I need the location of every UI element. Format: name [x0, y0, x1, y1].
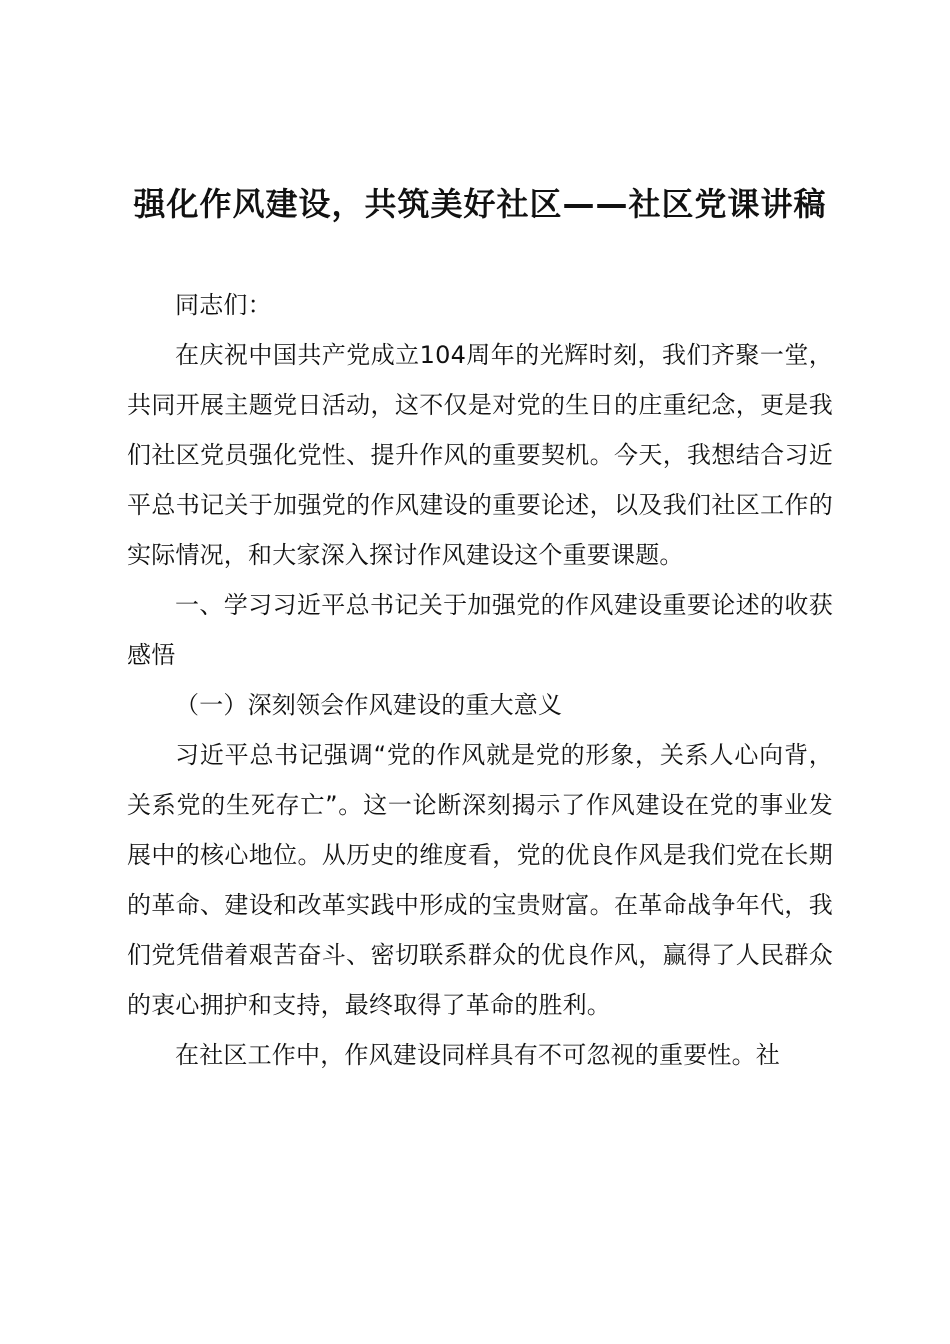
salutation: 同志们： — [175, 291, 272, 319]
subsection-heading-1-1: （一）深刻领会作风建设的重大意义 — [175, 691, 563, 719]
paragraph-community: 在社区工作中，作风建设同样具有不可忽视的重要性。社 — [175, 1041, 780, 1069]
document-title: 强化作风建设，共筑美好社区——社区党课讲稿 — [133, 185, 827, 223]
document-body — [127, 280, 833, 1080]
paragraph-significance: 习近平总书记强调“党的作风就是党的形象，关系人心向背，关系党的生死存亡”。这一论断深刻揭示了作风建设在党的事业发展中的核心地位。从历史的维度看，党的优良作风是我们党在长期的革命、建设和改革实践中形成的宝贵财富。在革命战争年代，我们党凭借着艰苦奋斗、密切联系群众的优良作风，赢得了人民群众的衷心拥护和支持，最终取得了革命的胜利。 — [127, 741, 833, 1019]
paragraph-intro: 在庆祝中国共产党成立104周年的光辉时刻，我们齐聚一堂，共同开展主题党日活动，这不仅是对党的生日的庄重纪念，更是我们社区党员强化党性、提升作风的重要契机。今天，我想结合习近平总书记关于加强党的作风建设的重要论述，以及我们社区工作的实际情况，和大家深入探讨作风建设这个重要课题。 — [127, 341, 833, 569]
section-heading-1: 一、学习习近平总书记关于加强党的作风建设重要论述的收获感悟 — [127, 591, 833, 669]
